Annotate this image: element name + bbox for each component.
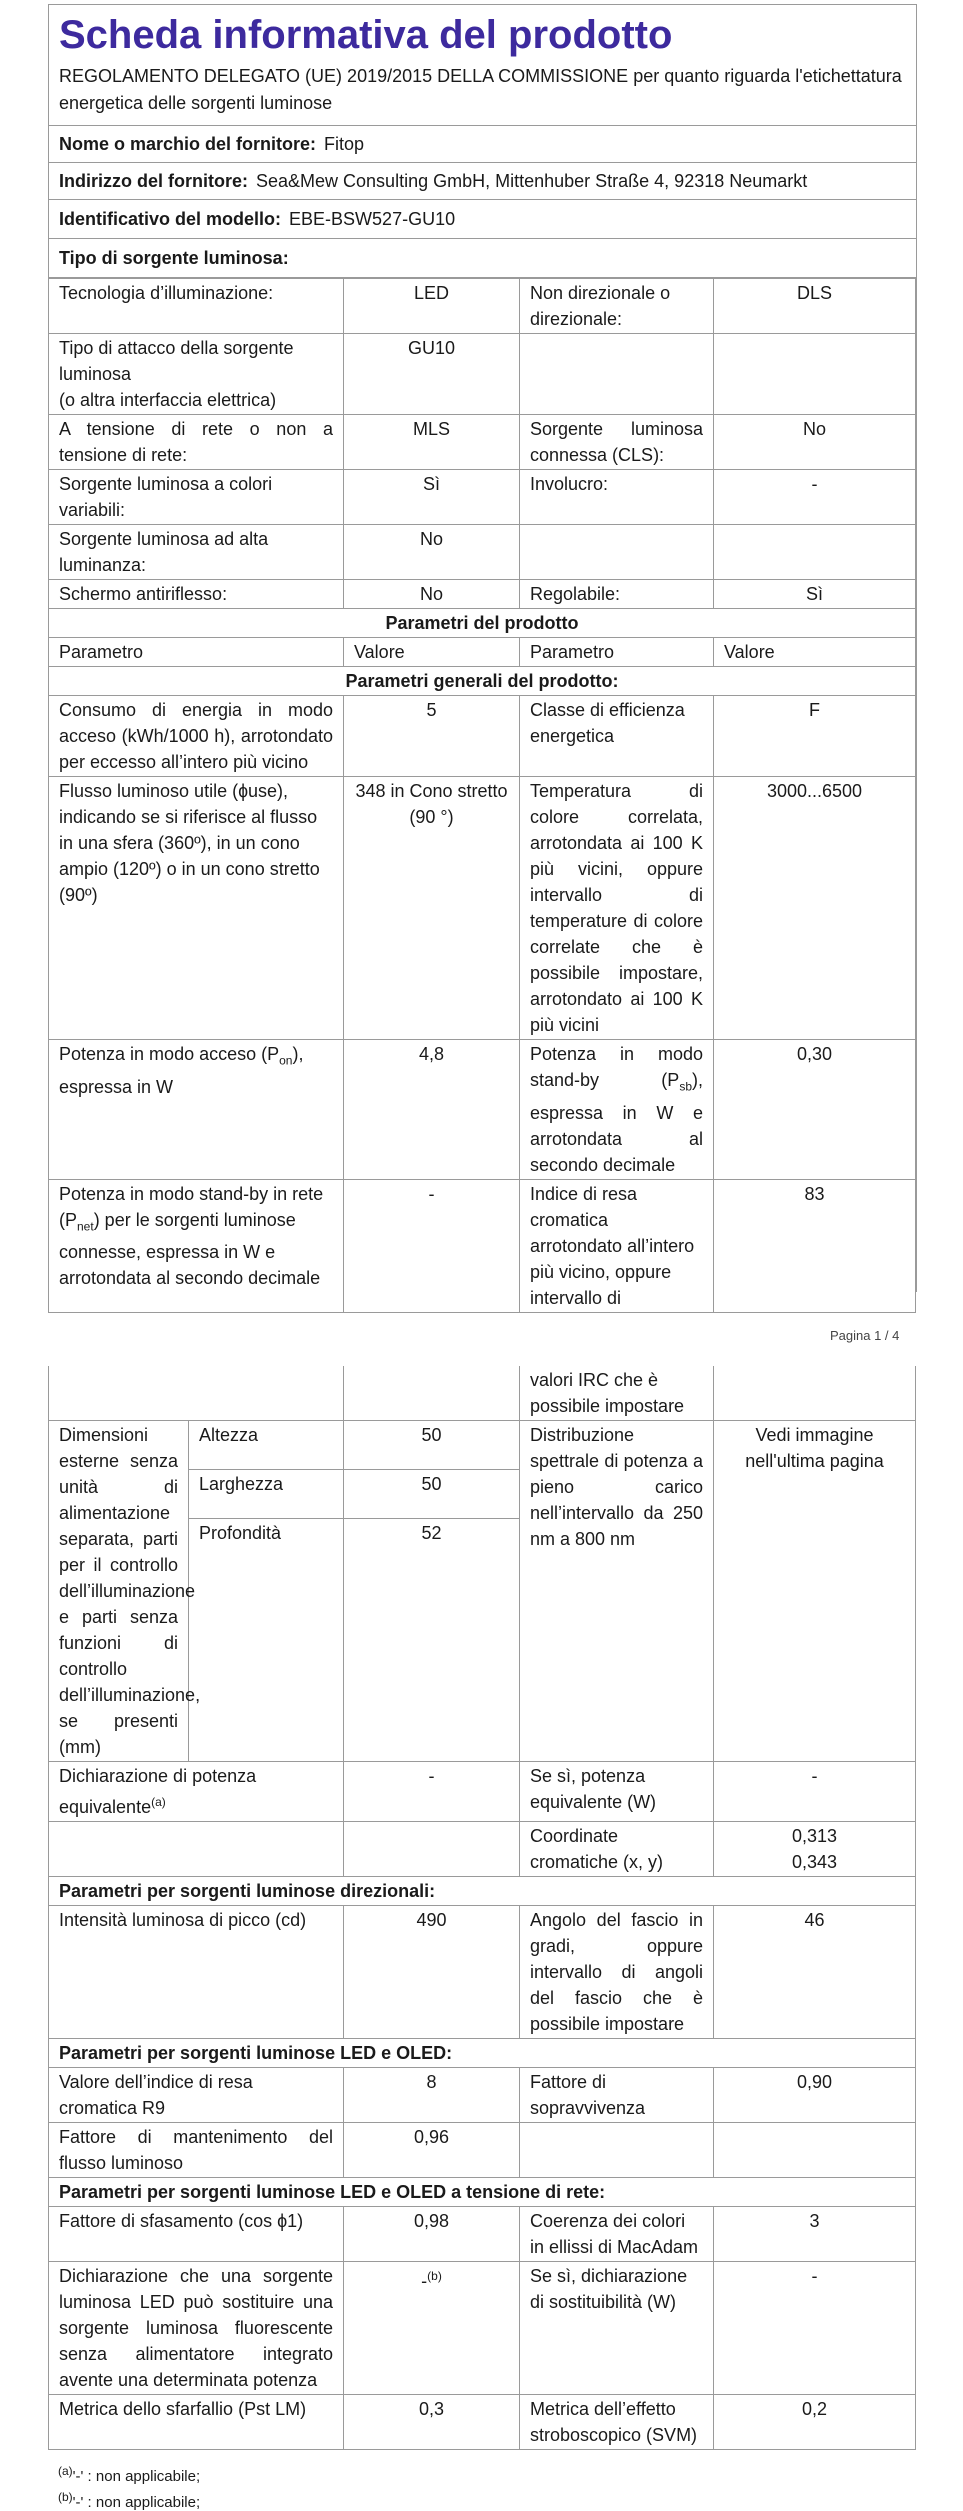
param-value: DLS bbox=[714, 279, 916, 334]
footnote-a: $^{(a)}$'-' : non applicabile; bbox=[58, 2464, 201, 2485]
empty-cell bbox=[344, 1822, 520, 1877]
table-row bbox=[49, 2123, 916, 2178]
param-label: Metrica dello sfarfallio (Pst LM) bbox=[49, 2395, 344, 2450]
section-heading: Parametri per sorgenti luminose direzionali: bbox=[49, 1877, 916, 1906]
param-value: Sì bbox=[714, 580, 916, 609]
column-header: Valore bbox=[344, 638, 520, 667]
supplier-name-row bbox=[49, 126, 916, 163]
param-value: 0,98 bbox=[344, 2207, 520, 2262]
param-value: No bbox=[344, 580, 520, 609]
param-label: Flusso luminoso utile (ɸuse), indicando se si riferisce al flusso in una sfera (360º), in un cono ampio (120º) o in un cono stretto (90º) bbox=[49, 777, 344, 1040]
param-value: Vedi immagine nell'ultima pagina bbox=[714, 1421, 916, 1762]
param-label: Potenza in modo acceso $(P_{on})$, espressa in W bbox=[49, 1040, 344, 1180]
param-value: - bbox=[344, 1179, 520, 1312]
param-label: Se sì, potenza equivalente (W) bbox=[520, 1762, 714, 1822]
param-value: GU10 bbox=[344, 334, 520, 415]
param-value: 52 bbox=[344, 1519, 520, 1762]
param-label: Larghezza bbox=[189, 1470, 344, 1519]
param-value: - bbox=[344, 1762, 520, 1822]
param-label: Profondità bbox=[189, 1519, 344, 1762]
param-label: Potenza in modo stand-by $(P_{sb})$, espressa in W e arrotondata al secondo decimale bbox=[520, 1040, 714, 1180]
model-id-label: Identificativo del modello: bbox=[59, 208, 282, 229]
source-type-row bbox=[49, 239, 916, 278]
param-value: 50 bbox=[344, 1470, 520, 1519]
supplier-address-label: Indirizzo del fornitore: bbox=[59, 170, 248, 191]
param-label: Sorgente luminosa a colori variabili: bbox=[49, 470, 344, 525]
param-label: Fattore di mantenimento del flusso luminoso bbox=[49, 2123, 344, 2178]
param-label: Sorgente luminosa ad alta luminanza: bbox=[49, 525, 344, 580]
empty-cell bbox=[520, 525, 714, 580]
section-heading: Parametri per sorgenti luminose LED e OLED a tensione di rete: bbox=[49, 2178, 916, 2207]
param-value: 3000...6500 bbox=[714, 777, 916, 1040]
param-value: 0,3 bbox=[344, 2395, 520, 2450]
table-row bbox=[49, 1421, 916, 1470]
page-title: Scheda informativa del prodotto bbox=[59, 13, 673, 57]
param-value: 0,313 0,343 bbox=[714, 1822, 916, 1877]
param-value: 8 bbox=[344, 2068, 520, 2123]
model-id-row bbox=[49, 200, 916, 239]
empty-cell bbox=[714, 525, 916, 580]
param-value: 0,30 bbox=[714, 1040, 916, 1180]
param-value: 0,96 bbox=[344, 2123, 520, 2178]
table-row bbox=[49, 2207, 916, 2262]
param-label: A tensione di rete o non a tensione di rete: bbox=[49, 415, 344, 470]
table-row bbox=[49, 1366, 916, 1421]
param-label: Sorgente luminosa connessa (CLS): bbox=[520, 415, 714, 470]
empty-cell bbox=[520, 334, 714, 415]
column-header-row bbox=[49, 638, 916, 667]
param-label: Consumo di energia in modo acceso (kWh/1000 h), arrotondato per eccesso all’intero più vicino bbox=[49, 696, 344, 777]
supplier-address-value: Sea&Mew Consulting GmbH, Mittenhuber Straße 4, 92318 Neumarkt bbox=[256, 170, 808, 191]
table-row bbox=[49, 696, 916, 777]
param-label: Temperatura di colore correlata, arrotondata ai 100 K più vicini, oppure intervallo di temperature di colore correlate che è possibile impostare, arrotondato ai 100 K più vicini bbox=[520, 777, 714, 1040]
param-value: 46 bbox=[714, 1906, 916, 2039]
param-value: 348 in Cono stretto (90 °) bbox=[344, 777, 520, 1040]
param-label: Regolabile: bbox=[520, 580, 714, 609]
param-value: 5 bbox=[344, 696, 520, 777]
param-value: LED bbox=[344, 279, 520, 334]
section-heading-row bbox=[49, 667, 916, 696]
param-value: 490 bbox=[344, 1906, 520, 2039]
empty-cell bbox=[714, 1366, 916, 1421]
empty-cell bbox=[344, 1366, 520, 1421]
table-row bbox=[49, 525, 916, 580]
param-value: 0,90 bbox=[714, 2068, 916, 2123]
empty-cell bbox=[49, 1366, 344, 1421]
param-value: No bbox=[714, 415, 916, 470]
table-row bbox=[49, 1906, 916, 2039]
product-sheet-page-1 bbox=[48, 4, 917, 1308]
column-header: Valore bbox=[714, 638, 916, 667]
param-value: Sì bbox=[344, 470, 520, 525]
param-label: Dichiarazione di potenza equivalente$^{(a)}$ bbox=[49, 1762, 344, 1822]
param-label: Indice di resa cromatica arrotondato all’intero più vicino, oppure intervallo di bbox=[520, 1179, 714, 1312]
param-label: Metrica dell’effetto stroboscopico (SVM) bbox=[520, 2395, 714, 2450]
column-header: Parametro bbox=[520, 638, 714, 667]
footnote-b: $^{(b)}$'-' : non applicabile; bbox=[58, 2490, 201, 2511]
param-label: Schermo antiriflesso: bbox=[49, 580, 344, 609]
param-label: Se sì, dichiarazione di sostituibilità (W) bbox=[520, 2262, 714, 2395]
section-heading: Parametri per sorgenti luminose LED e OLED: bbox=[49, 2039, 916, 2068]
empty-cell bbox=[714, 2123, 916, 2178]
section-heading-row bbox=[49, 609, 916, 638]
param-label: Potenza in modo stand-by in rete $(P_{net})$ per le sorgenti luminose connesse, espressa in W e arrotondata al secondo decimale bbox=[49, 1179, 344, 1312]
supplier-name-label: Nome o marchio del fornitore: bbox=[59, 133, 317, 154]
param-value: - bbox=[714, 2262, 916, 2395]
section-heading: Parametri del prodotto bbox=[49, 609, 916, 638]
param-label: Classe di efficienza energetica bbox=[520, 696, 714, 777]
specs-table-page-1 bbox=[48, 278, 916, 1313]
dimensions-label: Dimensioni esterne senza unità di alimentazione separata, parti per il controllo dell’illuminazione e parti senza funzioni di controllo dell’illuminazione, se presenti (mm) bbox=[49, 1421, 189, 1762]
param-label: Altezza bbox=[189, 1421, 344, 1470]
param-value: - bbox=[714, 470, 916, 525]
param-label: Angolo del fascio in gradi, oppure intervallo di angoli del fascio che è possibile impostare bbox=[520, 1906, 714, 2039]
param-label: Valore dell’indice di resa cromatica R9 bbox=[49, 2068, 344, 2123]
param-label: valori IRC che è possibile impostare bbox=[520, 1366, 714, 1421]
param-label: Tecnologia d’illuminazione: bbox=[49, 279, 344, 334]
param-label: Dichiarazione che una sorgente luminosa LED può sostituire una sorgente luminosa fluorescente senza alimentatore integrato avente una determinata potenza bbox=[49, 2262, 344, 2395]
empty-cell bbox=[49, 1822, 344, 1877]
section-heading-row bbox=[49, 2178, 916, 2207]
param-label: Non direzionale o direzionale: bbox=[520, 279, 714, 334]
supplier-name-value: Fitop bbox=[324, 133, 365, 154]
empty-cell bbox=[714, 334, 916, 415]
param-value: MLS bbox=[344, 415, 520, 470]
table-row bbox=[49, 1762, 916, 1822]
param-value: -$^{(b)}$ bbox=[344, 2262, 520, 2395]
section-heading: Parametri generali del prodotto: bbox=[49, 667, 916, 696]
param-value: 3 bbox=[714, 2207, 916, 2262]
param-value: No bbox=[344, 525, 520, 580]
table-row bbox=[49, 470, 916, 525]
column-header: Parametro bbox=[49, 638, 344, 667]
param-label: Distribuzione spettrale di potenza a pieno carico nell’intervallo da 250 nm a 800 nm bbox=[520, 1421, 714, 1762]
param-label: Involucro: bbox=[520, 470, 714, 525]
table-row bbox=[49, 580, 916, 609]
param-value: - bbox=[714, 1762, 916, 1822]
table-row bbox=[49, 1040, 916, 1180]
source-type-label: Tipo di sorgente luminosa: bbox=[59, 247, 289, 268]
param-label: Coerenza dei colori in ellissi di MacAdam bbox=[520, 2207, 714, 2262]
table-row bbox=[49, 415, 916, 470]
table-row bbox=[49, 2395, 916, 2450]
param-label: Coordinate cromatiche (x, y) bbox=[520, 1822, 714, 1877]
specs-table-page-2 bbox=[48, 1366, 916, 2450]
section-heading-row bbox=[49, 2039, 916, 2068]
empty-cell bbox=[520, 2123, 714, 2178]
supplier-address-row bbox=[49, 163, 916, 200]
param-label: Intensità luminosa di picco (cd) bbox=[49, 1906, 344, 2039]
table-row bbox=[49, 2262, 916, 2395]
param-value: F bbox=[714, 696, 916, 777]
param-value: 4,8 bbox=[344, 1040, 520, 1180]
table-row bbox=[49, 279, 916, 334]
param-label: Tipo di attacco della sorgente luminosa (o altra interfaccia elettrica) bbox=[49, 334, 344, 415]
table-row bbox=[49, 1822, 916, 1877]
param-label: Fattore di sfasamento (cos ϕ1) bbox=[49, 2207, 344, 2262]
table-row bbox=[49, 2068, 916, 2123]
page-number: Pagina 1 / 4 bbox=[830, 1328, 900, 1343]
param-value: 0,2 bbox=[714, 2395, 916, 2450]
param-value: 83 bbox=[714, 1179, 916, 1312]
page-subtitle: REGOLAMENTO DELEGATO (UE) 2019/2015 DELLA COMMISSIONE per quanto riguarda l'etichettatura energetica delle sorgenti luminose bbox=[49, 59, 916, 126]
section-heading-row bbox=[49, 1877, 916, 1906]
table-row bbox=[49, 334, 916, 415]
param-label: Fattore di sopravvivenza bbox=[520, 2068, 714, 2123]
product-sheet-page-2 bbox=[48, 1366, 915, 2450]
model-id-value: EBE-BSW527-GU10 bbox=[289, 208, 456, 229]
param-value: 50 bbox=[344, 1421, 520, 1470]
table-row bbox=[49, 1179, 916, 1312]
table-row bbox=[49, 777, 916, 1040]
